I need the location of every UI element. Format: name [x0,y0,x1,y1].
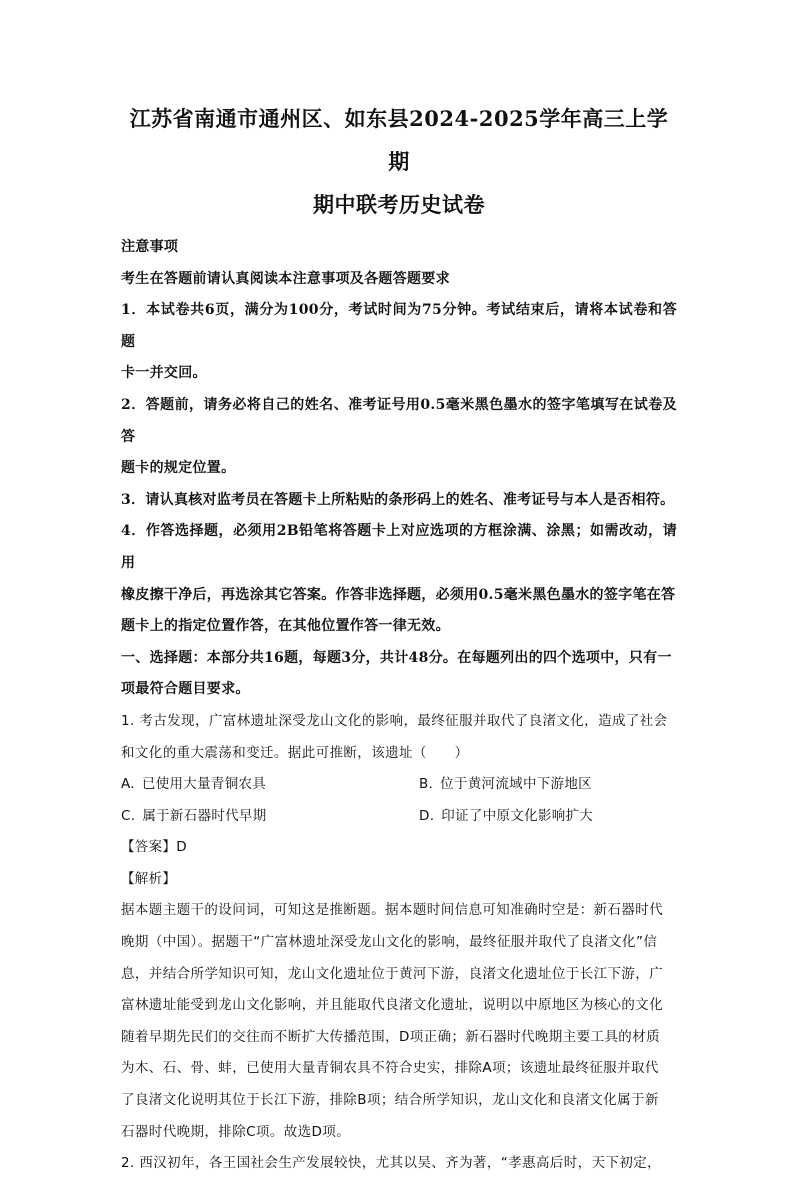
notice-item-4-line2: 橡皮擦干净后，再选涂其它答案。作答非选择题，必须用0.5毫米黑色墨水的签字笔在答 [121,586,676,603]
q1-stem-line2: 和文化的重大震荡和变迁。据此可推断，该遗址（ ） [121,744,469,761]
notice-intro: 考生在答题前请认真阅读本注意事项及各题答题要求 [121,270,450,287]
q1-option-b-letter: B. [419,776,434,793]
exam-title-line2: 期中联考历史试卷 [313,192,485,217]
notice-item-1-line1: 1．本试卷共6页，满分为100分，考试时间为75分钟。考试结束后，请将本试卷和答题 [121,302,677,350]
section-heading-line1: 一、选择题：本部分共16题，每题3分，共计48分。在每题列出的四个选项中，只有一 [121,649,672,666]
q2-stem-line1: 2. 西汉初年，各王国社会生产发展较快，尤其以吴、齐为著，“孝惠高后时，天下初定， [121,1155,662,1172]
section-heading-line2: 项最符合题目要求。 [121,681,250,698]
notice-item-4-line3: 题卡上的指定位置作答，在其他位置作答一律无效。 [121,618,450,635]
q1-option-c-text: 属于新石器时代早期 [142,807,267,824]
notice-item-3-line1: 3．请认真核对监考员在答题卡上所粘贴的条形码上的姓名、准考证号与本人是否相符。 [121,491,675,508]
section-heading [121,643,677,706]
q1-analysis-line8: 石器时代晚期，排除C项。故选D项。 [121,1123,351,1140]
q1-option-d-letter: D. [419,807,435,824]
q1-option-d-text: 印证了中原文化影响扩大 [441,807,594,824]
question-2 [121,1148,677,1180]
exam-title-line1: 江苏省南通市通州区、如东县2024-2025学年高三上学期 [129,106,669,174]
q1-stem-line1: 1. 考古发现，广富林遗址深受龙山文化的影响，最终征服并取代了良渚文化，造成了社会 [121,712,668,729]
notice-item-4-line1: 4．作答选择题，必须用2B铅笔将答题卡上对应选项的方框涂满、涂黑；如需改动，请用 [121,523,677,571]
notice-item-1-line2: 卡一并交回。 [121,365,207,382]
q1-option-b [419,769,677,801]
q1-option-d [419,801,677,833]
q1-analysis-line4: 富林遗址能受到龙山文化影响，并且能取代良渚文化遗址，说明以中原地区为核心的文化 [121,997,664,1014]
q1-option-a [121,769,379,801]
q1-option-a-letter: A. [121,776,135,793]
notice-item-2-line2: 题卡的规定位置。 [121,460,236,477]
q1-analysis-line1: 据本题主题干的设问词，可知这是推断题。据本题时间信息可知准确时空是：新石器时代 [121,902,664,919]
q1-option-c-letter: C. [121,807,136,824]
q1-answer: 【答案】D [121,839,187,856]
notice-heading: 注意事项 [121,239,179,255]
q1-option-c [121,801,379,833]
q1-analysis-line2: 晚期（中国）。据题干“广富林遗址深受龙山文化的影响，最终征服并取代了良渚文化”信 [121,934,658,951]
q1-option-b-text: 位于黄河流域中下游地区 [440,776,592,793]
q1-analysis-line5: 随着早期先民们的交往而不断扩大传播范围，D项正确；新石器时代晚期主要工具的材质 [121,1028,660,1045]
q1-analysis-line7: 了良渚文化说明其位于长江下游，排除B项；结合所学知识，龙山文化和良渚文化属于新 [121,1092,659,1109]
q1-option-a-text: 已使用大量青铜农具 [141,776,267,793]
question-1 [121,706,677,1148]
q1-analysis-line3: 息，并结合所学知识可知，龙山文化遗址位于黄河下游，良渚文化遗址位于长江下游，广 [121,965,664,982]
q1-analysis-label: 【解析】 [121,870,177,887]
notice-section [121,232,677,643]
q1-analysis-line6: 为木、石、骨、蚌，已使用大量青铜农具不符合史实，排除A项；该遗址最终征服并取代 [121,1060,659,1077]
q1-options [121,769,677,832]
notice-item-2-line1: 2．答题前，请务必将自己的姓名、准考证号用0.5毫米黑色墨水的签字笔填写在试卷及答 [121,396,677,445]
